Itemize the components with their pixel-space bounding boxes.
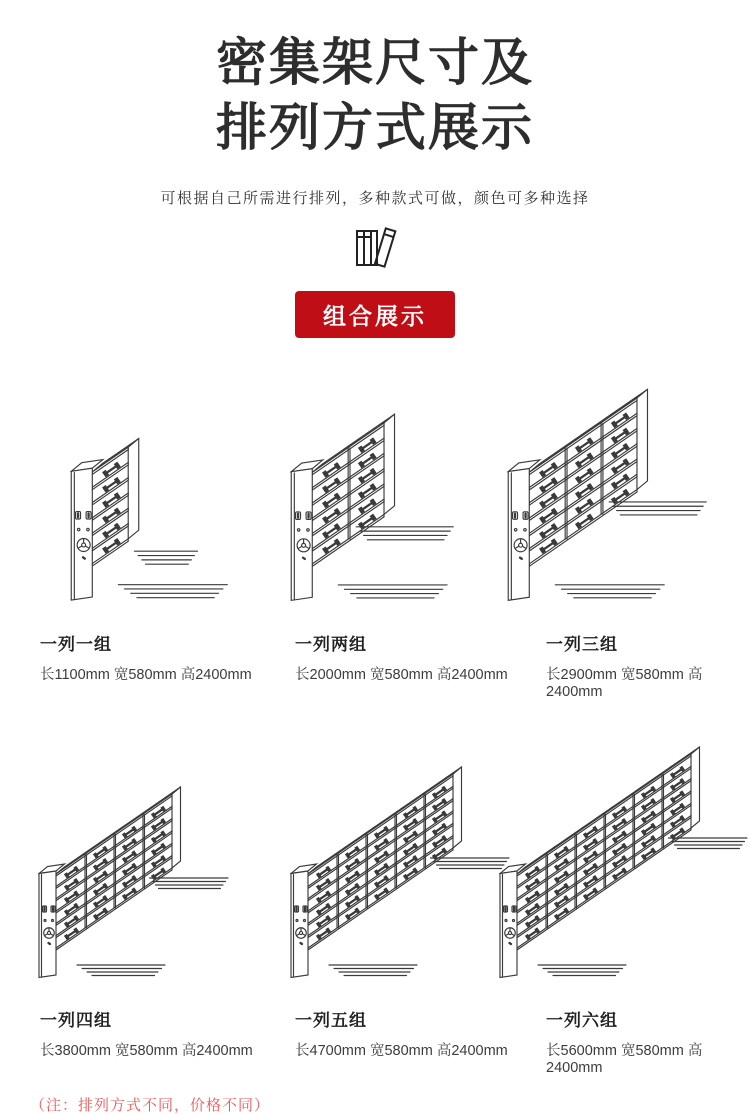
- shelf-illustration: [70, 382, 290, 606]
- product-name: 一列五组: [295, 1010, 367, 1030]
- books-icon: [0, 224, 750, 277]
- product-dimensions: 长1100mm 宽580mm 高2400mm: [40, 666, 252, 683]
- title-line-1: 密集架尺寸及: [215, 34, 534, 91]
- shelf-illustration: [507, 382, 750, 606]
- product-card: [28, 738, 290, 1076]
- product-dimensions: 长3800mm 宽580mm 高2400mm: [40, 1042, 253, 1059]
- product-card: [290, 382, 541, 700]
- page-subtitle: 可根据自己所需进行排列，多种款式可做，颜色可多种选择: [160, 189, 590, 207]
- product-name: 一列四组: [40, 1010, 112, 1030]
- product-card: [541, 738, 750, 1076]
- product-grid: [0, 382, 750, 1076]
- title-line-2: 排列方式展示: [215, 99, 534, 157]
- product-name: 一列三组: [546, 634, 618, 654]
- product-dimensions: 长5600mm 宽580mm 高2400mm: [546, 1042, 703, 1076]
- page: [0, 30, 750, 1114]
- product-card: [541, 382, 750, 700]
- shelf-illustration: [290, 382, 541, 606]
- product-name: 一列六组: [546, 1010, 618, 1030]
- product-name: 一列一组: [40, 634, 112, 654]
- button-row: [0, 291, 750, 338]
- shelf-illustration: [499, 738, 750, 982]
- product-dimensions: 长2900mm 宽580mm 高2400mm: [546, 666, 703, 700]
- price-note: （注：排列方式不同，价格不同）: [30, 1096, 271, 1114]
- product-dimensions: 长2000mm 宽580mm 高2400mm: [295, 666, 508, 683]
- product-name: 一列两组: [295, 634, 367, 654]
- shelf-illustration: [38, 738, 290, 982]
- combo-display-button[interactable]: 组合展示: [295, 291, 455, 338]
- product-card: [28, 382, 290, 700]
- page-title: [0, 30, 750, 161]
- product-dimensions: 长4700mm 宽580mm 高2400mm: [295, 1042, 508, 1059]
